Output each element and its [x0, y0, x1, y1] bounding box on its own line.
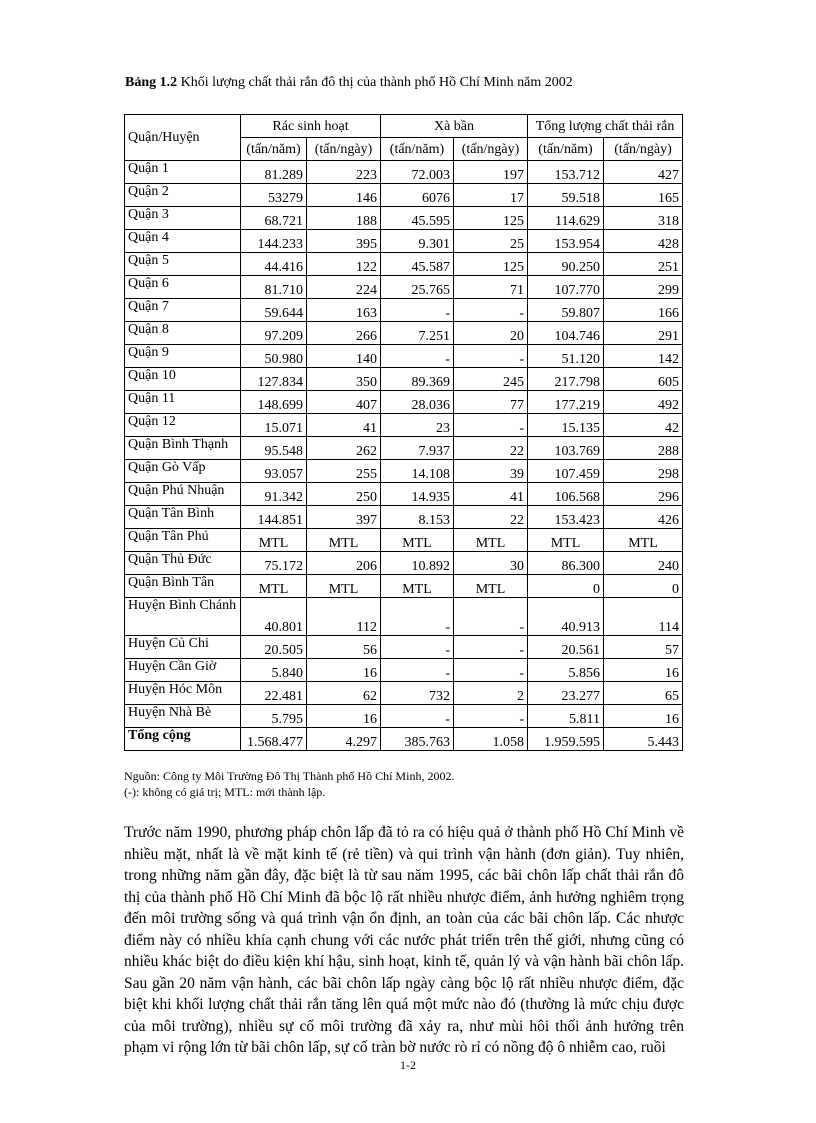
cell-c1: 91.342: [241, 483, 307, 506]
table-row: [125, 529, 683, 552]
header-unit-year: (tấn/năm): [528, 138, 604, 161]
cell-c4: 17: [454, 184, 528, 207]
cell-c3: 28.036: [381, 391, 454, 414]
header-district: Quận/Huyện: [125, 115, 241, 161]
cell-c3: -: [381, 636, 454, 659]
cell-c4: 1.058: [454, 728, 528, 751]
legend-note: (-): không có giá trị; MTL: mới thành lập.: [124, 785, 326, 799]
district-name: Huyện Cần Giờ: [125, 659, 241, 682]
cell-c6: 240: [604, 552, 683, 575]
cell-c4: 30: [454, 552, 528, 575]
table-row: [125, 161, 683, 184]
cell-c5: 20.561: [528, 636, 604, 659]
cell-c5: 107.770: [528, 276, 604, 299]
district-name: Huyện Nhà Bè: [125, 705, 241, 728]
table-row: [125, 299, 683, 322]
cell-c3: 45.595: [381, 207, 454, 230]
cell-c1: 148.699: [241, 391, 307, 414]
cell-c6: MTL: [604, 529, 683, 552]
cell-c5: 103.769: [528, 437, 604, 460]
cell-c4: -: [454, 705, 528, 728]
table-row: [125, 552, 683, 575]
table-row: [125, 322, 683, 345]
cell-c3: 10.892: [381, 552, 454, 575]
cell-c6: 298: [604, 460, 683, 483]
cell-c1: 144.233: [241, 230, 307, 253]
district-name: Quận 2: [125, 184, 241, 207]
district-name: Quận 12: [125, 414, 241, 437]
body-text: Trước năm 1990, phương pháp chôn lấp đã tỏ ra có hiệu quả ở thành phố Hồ Chí Minh về nhiều mặt, nhất là về mặt kinh tế (rẻ tiền) và qui trình vận hành (đơn giản). Tuy nhiên, trong những năm gần đây, đặc biệt là từ sau năm 1995, các bãi chôn lấp chất thải rắn đô thị của thành phố Hồ Chí Minh đã bộc lộ rất nhiều nhược điểm, ảnh hưởng nghiêm trọng đến môi trường sống và quá trình vận ổn định, an toàn của các bãi chôn lấp. Các nhược điểm này có nhiều khía cạnh chung với các nước phát triển trên thế giới, nhưng cũng có nhiều khác biệt do điều kiện khí hậu, sinh hoạt, kinh tế, quản lý và vận hành bãi chôn lấp. Sau gần 20 năm vận hành, các bãi chôn lấp ngày càng bộc lộ rất nhiều nhược điểm, đặc biệt khi khối lượng chất thải rắn tăng lên quá một mức nào đó (thường là mức chịu được của môi trường), nhiều sự cố môi trường đã xảy ra, như mùi hôi thối ảnh hưởng trên phạm vi rộng lớn từ bãi chôn lấp, sự cố tràn bờ nước rò rỉ có nồng độ ô nhiễm cao, ruồi: [124, 824, 684, 1056]
table-row: [125, 207, 683, 230]
cell-c2: 41: [307, 414, 381, 437]
cell-c6: 65: [604, 682, 683, 705]
cell-c1: 127.834: [241, 368, 307, 391]
table-row: [125, 368, 683, 391]
cell-c6: 288: [604, 437, 683, 460]
table-notes: [124, 768, 454, 800]
table-row: [125, 705, 683, 728]
cell-c6: 166: [604, 299, 683, 322]
cell-c2: MTL: [307, 575, 381, 598]
district-name: Quận Tân Bình: [125, 506, 241, 529]
cell-c2: 4.297: [307, 728, 381, 751]
district-name: Quận 5: [125, 253, 241, 276]
cell-c5: 15.135: [528, 414, 604, 437]
table-body: [125, 161, 683, 751]
cell-c4: 41: [454, 483, 528, 506]
cell-c3: -: [381, 705, 454, 728]
cell-c5: 153.712: [528, 161, 604, 184]
cell-c5: 5.856: [528, 659, 604, 682]
district-name: Quận 10: [125, 368, 241, 391]
cell-c2: 395: [307, 230, 381, 253]
district-name: Quận 3: [125, 207, 241, 230]
cell-c3: 45.587: [381, 253, 454, 276]
cell-c5: 0: [528, 575, 604, 598]
cell-c4: -: [454, 299, 528, 322]
cell-c3: 14.108: [381, 460, 454, 483]
body-paragraph: [124, 822, 684, 1059]
table-total-row: [125, 728, 683, 751]
cell-c2: 262: [307, 437, 381, 460]
cell-c4: 20: [454, 322, 528, 345]
header-unit-day: (tấn/ngày): [307, 138, 381, 161]
cell-c3: -: [381, 659, 454, 682]
district-name: Quận 8: [125, 322, 241, 345]
cell-c3: 14.935: [381, 483, 454, 506]
header-construction-waste: Xà bần: [381, 115, 528, 138]
cell-c1: 59.644: [241, 299, 307, 322]
district-name: Quận 11: [125, 391, 241, 414]
table-row: [125, 276, 683, 299]
cell-c2: 350: [307, 368, 381, 391]
cell-c2: 206: [307, 552, 381, 575]
table-row: [125, 253, 683, 276]
table-row: [125, 598, 683, 636]
cell-c4: 2: [454, 682, 528, 705]
cell-c6: 114: [604, 598, 683, 636]
cell-c2: MTL: [307, 529, 381, 552]
cell-c5: MTL: [528, 529, 604, 552]
header-domestic-waste: Rác sinh hoạt: [241, 115, 381, 138]
header-total-waste: Tổng lượng chất thải rắn: [528, 115, 683, 138]
table-row: [125, 575, 683, 598]
cell-c1: MTL: [241, 575, 307, 598]
cell-c3: MTL: [381, 575, 454, 598]
cell-c1: 95.548: [241, 437, 307, 460]
cell-c1: 15.071: [241, 414, 307, 437]
district-name: Quận Bình Tân: [125, 575, 241, 598]
header-unit-day: (tấn/ngày): [454, 138, 528, 161]
district-name: Quận Thủ Đức: [125, 552, 241, 575]
table-row: [125, 659, 683, 682]
cell-c4: -: [454, 414, 528, 437]
cell-c6: 428: [604, 230, 683, 253]
table-row: [125, 391, 683, 414]
district-name: Quận 4: [125, 230, 241, 253]
cell-c3: -: [381, 299, 454, 322]
cell-c2: 163: [307, 299, 381, 322]
cell-c2: 266: [307, 322, 381, 345]
cell-c2: 62: [307, 682, 381, 705]
waste-table: [124, 114, 683, 751]
cell-c5: 104.746: [528, 322, 604, 345]
table-row: [125, 437, 683, 460]
cell-c4: -: [454, 345, 528, 368]
cell-c1: 75.172: [241, 552, 307, 575]
cell-c1: 5.795: [241, 705, 307, 728]
cell-c3: 25.765: [381, 276, 454, 299]
cell-c6: 57: [604, 636, 683, 659]
table-row: [125, 184, 683, 207]
cell-c1: 5.840: [241, 659, 307, 682]
district-name: Quận Tân Phú: [125, 529, 241, 552]
cell-c6: 492: [604, 391, 683, 414]
page-number: 1-2: [400, 1058, 416, 1072]
district-name: Quận 9: [125, 345, 241, 368]
cell-c6: 165: [604, 184, 683, 207]
cell-c2: 188: [307, 207, 381, 230]
cell-c4: 22: [454, 437, 528, 460]
cell-c1: 93.057: [241, 460, 307, 483]
table-row: [125, 414, 683, 437]
cell-c6: 16: [604, 659, 683, 682]
cell-c5: 51.120: [528, 345, 604, 368]
cell-c5: 106.568: [528, 483, 604, 506]
cell-c3: 89.369: [381, 368, 454, 391]
cell-c3: 385.763: [381, 728, 454, 751]
cell-c3: 72.003: [381, 161, 454, 184]
cell-c6: 251: [604, 253, 683, 276]
cell-c5: 153.423: [528, 506, 604, 529]
cell-c6: 5.443: [604, 728, 683, 751]
table-row: [125, 345, 683, 368]
cell-c3: 7.251: [381, 322, 454, 345]
cell-c3: 732: [381, 682, 454, 705]
cell-c4: MTL: [454, 575, 528, 598]
cell-c3: -: [381, 598, 454, 636]
cell-c5: 107.459: [528, 460, 604, 483]
cell-c5: 59.807: [528, 299, 604, 322]
cell-c1: 44.416: [241, 253, 307, 276]
header-unit-day: (tấn/ngày): [604, 138, 683, 161]
cell-c4: 22: [454, 506, 528, 529]
cell-c5: 59.518: [528, 184, 604, 207]
table-row: [125, 682, 683, 705]
cell-c1: 81.710: [241, 276, 307, 299]
cell-c2: 255: [307, 460, 381, 483]
table-caption-label: Bảng 1.2: [125, 75, 178, 90]
cell-c2: 122: [307, 253, 381, 276]
table-row: [125, 483, 683, 506]
table-row: [125, 460, 683, 483]
cell-c1: 68.721: [241, 207, 307, 230]
cell-c4: 125: [454, 207, 528, 230]
cell-c2: 16: [307, 659, 381, 682]
cell-c2: 146: [307, 184, 381, 207]
table-caption: [125, 75, 573, 91]
cell-c6: 296: [604, 483, 683, 506]
cell-c3: 23: [381, 414, 454, 437]
cell-c5: 217.798: [528, 368, 604, 391]
district-name: Quận 1: [125, 161, 241, 184]
cell-c3: MTL: [381, 529, 454, 552]
cell-c1: 1.568.477: [241, 728, 307, 751]
cell-c6: 605: [604, 368, 683, 391]
cell-c3: 8.153: [381, 506, 454, 529]
cell-c6: 142: [604, 345, 683, 368]
cell-c3: 7.937: [381, 437, 454, 460]
cell-c1: 97.209: [241, 322, 307, 345]
cell-c2: 224: [307, 276, 381, 299]
cell-c2: 223: [307, 161, 381, 184]
district-name: Huyện Hóc Môn: [125, 682, 241, 705]
source-note: Nguồn: Công ty Môi Trường Đô Thị Thành phố Hồ Chí Minh, 2002.: [124, 769, 455, 783]
cell-c2: 56: [307, 636, 381, 659]
header-unit-year: (tấn/năm): [241, 138, 307, 161]
cell-c1: MTL: [241, 529, 307, 552]
cell-c6: 291: [604, 322, 683, 345]
cell-c2: 112: [307, 598, 381, 636]
cell-c4: 25: [454, 230, 528, 253]
cell-c4: MTL: [454, 529, 528, 552]
district-name: Quận Gò Vấp: [125, 460, 241, 483]
header-unit-year: (tấn/năm): [381, 138, 454, 161]
cell-c5: 86.300: [528, 552, 604, 575]
cell-c6: 42: [604, 414, 683, 437]
cell-c2: 16: [307, 705, 381, 728]
cell-c4: 39: [454, 460, 528, 483]
table-row: [125, 506, 683, 529]
cell-c4: 77: [454, 391, 528, 414]
cell-c2: 140: [307, 345, 381, 368]
cell-c4: -: [454, 659, 528, 682]
cell-c6: 427: [604, 161, 683, 184]
cell-c1: 20.505: [241, 636, 307, 659]
cell-c1: 81.289: [241, 161, 307, 184]
cell-c2: 407: [307, 391, 381, 414]
district-name: Quận 7: [125, 299, 241, 322]
district-name: Tổng cộng: [125, 728, 241, 751]
cell-c5: 177.219: [528, 391, 604, 414]
cell-c3: -: [381, 345, 454, 368]
cell-c2: 250: [307, 483, 381, 506]
table-row: [125, 636, 683, 659]
cell-c1: 22.481: [241, 682, 307, 705]
cell-c1: 53279: [241, 184, 307, 207]
cell-c2: 397: [307, 506, 381, 529]
cell-c4: 125: [454, 253, 528, 276]
table-caption-text: Khối lượng chất thải rắn đô thị của thành phố Hồ Chí Minh năm 2002: [177, 75, 573, 90]
cell-c5: 90.250: [528, 253, 604, 276]
cell-c3: 6076: [381, 184, 454, 207]
cell-c5: 114.629: [528, 207, 604, 230]
cell-c4: -: [454, 598, 528, 636]
district-name: Quận 6: [125, 276, 241, 299]
table-row: [125, 230, 683, 253]
cell-c6: 16: [604, 705, 683, 728]
district-name: Quận Phú Nhuận: [125, 483, 241, 506]
cell-c5: 1.959.595: [528, 728, 604, 751]
cell-c1: 50.980: [241, 345, 307, 368]
cell-c4: 71: [454, 276, 528, 299]
cell-c4: 197: [454, 161, 528, 184]
cell-c4: -: [454, 636, 528, 659]
district-name: Huyện Bình Chánh: [125, 598, 241, 636]
cell-c6: 318: [604, 207, 683, 230]
cell-c1: 40.801: [241, 598, 307, 636]
district-name: Quận Bình Thạnh: [125, 437, 241, 460]
cell-c5: 5.811: [528, 705, 604, 728]
cell-c6: 299: [604, 276, 683, 299]
cell-c5: 153.954: [528, 230, 604, 253]
district-name: Huyện Củ Chi: [125, 636, 241, 659]
cell-c5: 23.277: [528, 682, 604, 705]
cell-c1: 144.851: [241, 506, 307, 529]
cell-c3: 9.301: [381, 230, 454, 253]
cell-c4: 245: [454, 368, 528, 391]
cell-c5: 40.913: [528, 598, 604, 636]
cell-c6: 426: [604, 506, 683, 529]
cell-c6: 0: [604, 575, 683, 598]
